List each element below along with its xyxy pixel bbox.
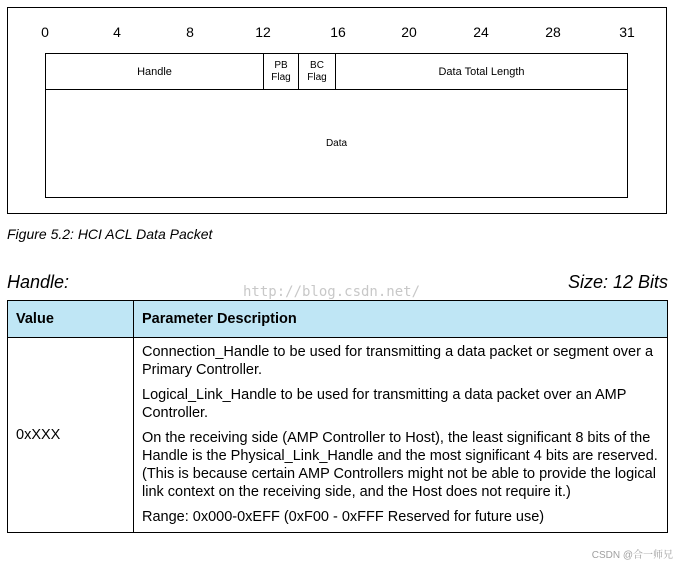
table-header-row xyxy=(8,301,668,338)
description-paragraph: Range: 0x000-0xEFF (0xF00 - 0xFFF Reserved for future use) xyxy=(142,509,545,525)
column-header-description: Parameter Description xyxy=(134,301,668,338)
bit-number: 4 xyxy=(113,24,121,40)
bit-number: 0 xyxy=(41,24,49,40)
column-header-value: Value xyxy=(8,301,134,338)
description-paragraph: On the receiving side (AMP Controller to Host), the least significant 8 bits of the Handle is the Physical_Link_Handle and the most significant 4 bits are reserved. (This is because certain AMP Controllers might not be able to provide the logical link context on the receiving side, and the Host does not require it.) xyxy=(142,430,658,500)
data-field-label: Data xyxy=(325,138,348,149)
pb-flag-label-line1: PB xyxy=(274,59,288,71)
data-total-length-label: Data Total Length xyxy=(438,65,525,78)
handle-field xyxy=(46,54,264,89)
watermark: http://blog.csdn.net/ xyxy=(243,284,421,300)
pb-flag-label-line2: Flag xyxy=(271,71,291,83)
bc-flag-label-line1: BC xyxy=(310,59,324,71)
parameter-table xyxy=(7,300,668,533)
description-paragraph: Logical_Link_Handle to be used for transmitting a data packet over an AMP Controller. xyxy=(142,387,627,421)
data-field xyxy=(46,90,627,197)
section-title: Handle: xyxy=(7,272,70,292)
bit-number: 16 xyxy=(330,24,346,40)
bit-number: 12 xyxy=(255,24,271,40)
bit-number: 24 xyxy=(473,24,489,40)
bc-flag-label-line2: Flag xyxy=(307,71,327,83)
table-row xyxy=(8,338,668,533)
bit-number: 28 xyxy=(545,24,561,40)
bit-number: 31 xyxy=(619,24,635,40)
bc-flag-field xyxy=(299,54,336,89)
figure-caption: Figure 5.2: HCI ACL Data Packet xyxy=(7,226,213,242)
acl-packet-diagram xyxy=(45,53,628,198)
bit-number: 20 xyxy=(401,24,417,40)
section-size: Size: 12 Bits xyxy=(567,272,668,292)
pb-flag-field xyxy=(264,54,299,89)
handle-field-label: Handle xyxy=(137,65,172,78)
bit-number: 8 xyxy=(186,24,194,40)
footer-watermark: CSDN @合一师兄 xyxy=(591,550,673,561)
packet-header-row xyxy=(46,54,627,90)
data-total-length-field xyxy=(336,54,627,89)
value-cell: 0xXXX xyxy=(8,338,134,533)
description-paragraph: Connection_Handle to be used for transmitting a data packet or segment over a Primary Controller. xyxy=(142,344,654,378)
description-cell xyxy=(134,338,668,533)
